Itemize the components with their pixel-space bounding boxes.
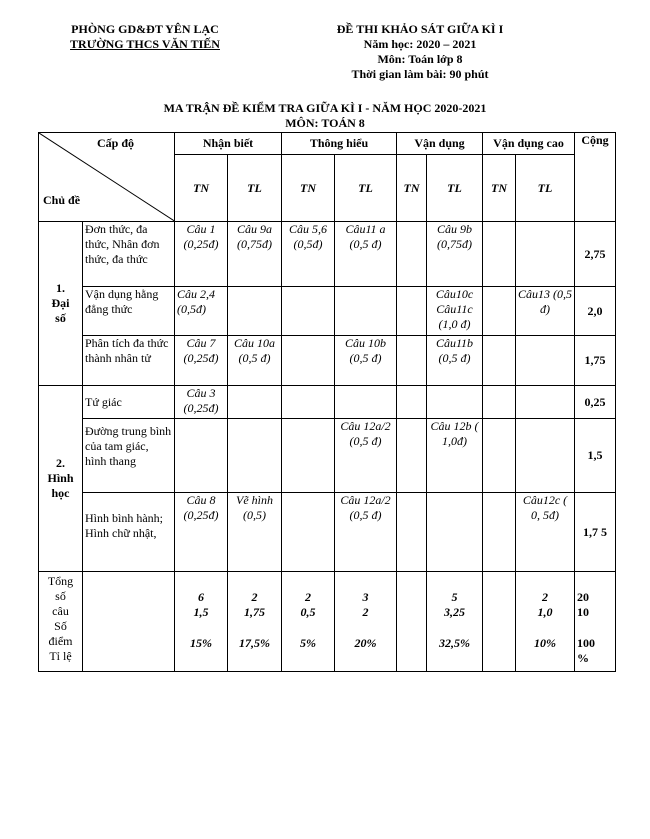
cell-vdc-tl (516, 386, 575, 419)
cell-vd-tn (397, 386, 427, 419)
total-points: 10 (577, 605, 589, 619)
school-name: TRƯỜNG THCS VĂN TIẾN (70, 37, 220, 51)
cell-th-tn (282, 493, 335, 572)
cell-vd-tl (427, 493, 483, 572)
school-year: Năm học: 2020 – 2021 (363, 37, 477, 51)
sub-tl: TL (228, 155, 282, 222)
total-points: 1,5 (193, 605, 209, 619)
cell-vd-tl: Câu11b (0,5 đ) (427, 336, 483, 386)
totals-nb-tn (175, 572, 228, 672)
total-percent: 10% (534, 636, 556, 650)
totals-label-line: Số (54, 619, 67, 633)
cell-vd-tn (397, 419, 427, 493)
subject: Môn: Toán lớp 8 (377, 52, 463, 66)
total-percent: 15% (190, 636, 212, 650)
matrix-subject: MÔN: TOÁN 8 (285, 116, 365, 130)
dept-name: PHÒNG GD&ĐT YÊN LẠC (71, 22, 219, 36)
cell-vdc-tn (483, 419, 516, 493)
cell-vd-tl: Câu 9b (0,75đ) (427, 222, 483, 287)
total-points: 1,0 (537, 605, 553, 619)
total-points: 2 (362, 605, 369, 619)
sub-tn: TN (397, 155, 427, 222)
cell-nb-tn: Câu 7 (0,25đ) (175, 336, 228, 386)
cell-nb-tn (175, 419, 228, 493)
cell-th-tl (335, 386, 397, 419)
cell-vdc-tl (516, 419, 575, 493)
cell-vdc-tl: Câu13 (0,5 đ) (516, 287, 575, 336)
row-total: 2,0 (575, 287, 616, 336)
total-percent: % (577, 651, 589, 665)
cell-nb-tl (228, 287, 282, 336)
matrix-title: MA TRẬN ĐỀ KIỂM TRA GIỮA KÌ I - NĂM HỌC 2020-2021 (163, 101, 487, 115)
cell-nb-tn: Câu 2,4 (0,5đ) (175, 287, 228, 336)
row-total: 1,5 (575, 419, 616, 493)
total-percent: 5% (300, 636, 316, 650)
cell-vd-tl: Câu 12b ( 1,0đ) (427, 419, 483, 493)
cell-vd-tn (397, 287, 427, 336)
cell-nb-tl: Câu 10a (0,5 đ) (228, 336, 282, 386)
group-number: 2. (56, 456, 65, 470)
cell-nb-tl (228, 386, 282, 419)
total-count: 2 (542, 590, 548, 604)
totals-th-tl (335, 572, 397, 672)
level-van-dung-cao: Vận dụng cao (483, 133, 575, 155)
group-hinh-hoc (39, 386, 83, 572)
sub-tn: TN (175, 155, 228, 222)
cell-th-tn (282, 336, 335, 386)
cell-nb-tn: Câu 8 (0,25đ) (175, 493, 228, 572)
group-name: Hình (47, 471, 74, 485)
total-percent: 100 (577, 636, 595, 650)
cell-vdc-tn (483, 287, 516, 336)
cell-th-tl: Câu 12a/2 (0,5 đ) (335, 419, 397, 493)
topic-label: Chủ đề (43, 193, 81, 207)
total-percent: 32,5% (439, 636, 470, 650)
cell-vd-tn (397, 336, 427, 386)
group-name: học (51, 486, 70, 500)
row-total: 1,7 5 (575, 493, 616, 572)
totals-vd-tl (427, 572, 483, 672)
total-count: 6 (198, 590, 204, 604)
sub-tl: TL (427, 155, 483, 222)
cell-vd-tl: Câu10c Câu11c (1,0 đ) (427, 287, 483, 336)
cell-th-tl (335, 287, 397, 336)
group-name: Đại (51, 296, 70, 310)
totals-nb-tl (228, 572, 282, 672)
cell-vd-tl (427, 386, 483, 419)
level-thong-hieu: Thông hiểu (282, 133, 397, 155)
topic-cell: Đường trung bình của tam giác, hình thang (83, 419, 175, 493)
cell-nb-tn: Câu 3 (0,25đ) (175, 386, 228, 419)
totals-vd-tn-empty (397, 572, 427, 672)
cell-nb-tl: Vẽ hình (0,5) (228, 493, 282, 572)
total-count: 5 (451, 590, 458, 604)
topic-cell: Tứ giác (83, 386, 175, 419)
cell-th-tn (282, 386, 335, 419)
cell-th-tn: Câu 5,6 (0,5đ) (282, 222, 335, 287)
cell-nb-tl: Câu 9a (0,75đ) (228, 222, 282, 287)
topic-cell: Đơn thức, đa thức, Nhân đơn thức, đa thức (83, 222, 175, 287)
totals-vdc-tn-empty (483, 572, 516, 672)
cell-vdc-tl (516, 336, 575, 386)
totals-label-line: Tổng (47, 574, 74, 588)
topic-cell: Vận dụng hằng đẳng thức (83, 287, 175, 336)
exam-matrix-table (38, 132, 616, 672)
total-count: 20 (577, 590, 589, 604)
total-percent: 20% (354, 636, 377, 650)
cell-nb-tl (228, 419, 282, 493)
level-van-dung: Vận dụng (397, 133, 483, 155)
sub-tl: TL (335, 155, 397, 222)
total-points: 3,25 (444, 605, 465, 619)
total-points: 1,75 (244, 605, 265, 619)
row-total: 0,25 (575, 386, 616, 419)
totals-sum (575, 572, 616, 672)
total-count: 2 (305, 590, 311, 604)
row-total: 1,75 (575, 336, 616, 386)
topic-cell: Hình bình hành; Hình chữ nhật, (83, 493, 175, 572)
corner-cell (39, 133, 175, 222)
totals-label-line: số (55, 589, 66, 603)
cell-vdc-tl (516, 222, 575, 287)
group-number: 1. (56, 281, 65, 295)
total-header: Cộng (575, 133, 616, 222)
total-points: 0,5 (300, 605, 316, 619)
totals-label (39, 572, 83, 672)
level-label: Cấp độ (97, 136, 135, 150)
sub-tl: TL (516, 155, 575, 222)
cell-th-tl: Câu 12a/2 (0,5 đ) (335, 493, 397, 572)
exam-title: ĐỀ THI KHẢO SÁT GIỮA KÌ I (336, 22, 504, 36)
totals-label-line: câu (52, 604, 69, 618)
sub-tn: TN (483, 155, 516, 222)
cell-th-tl: Câu11 a (0,5 đ) (335, 222, 397, 287)
cell-vdc-tn (483, 386, 516, 419)
cell-vdc-tl: Câu12c ( 0, 5đ) (516, 493, 575, 572)
cell-th-tl: Câu 10b (0,5 đ) (335, 336, 397, 386)
cell-vdc-tn (483, 336, 516, 386)
total-percent: 17,5% (239, 636, 270, 650)
totals-label-line: điểm (48, 634, 73, 648)
cell-th-tn (282, 419, 335, 493)
cell-vd-tn (397, 493, 427, 572)
duration: Thời gian làm bài: 90 phút (351, 67, 489, 81)
cell-nb-tn: Câu 1 (0,25đ) (175, 222, 228, 287)
level-nhan-biet: Nhận biết (175, 133, 282, 155)
row-total: 2,75 (575, 222, 616, 287)
cell-vdc-tn (483, 222, 516, 287)
group-name: số (55, 311, 66, 325)
cell-vd-tn (397, 222, 427, 287)
sub-tn: TN (282, 155, 335, 222)
totals-th-tn (282, 572, 335, 672)
total-count: 3 (362, 590, 369, 604)
cell-th-tn (282, 287, 335, 336)
topic-cell: Phân tích đa thức thành nhân tử (83, 336, 175, 386)
cell-vdc-tn (483, 493, 516, 572)
total-count: 2 (251, 590, 258, 604)
group-dai-so (39, 222, 83, 386)
totals-topic-empty (83, 572, 175, 672)
totals-label-line: Tỉ lệ (49, 649, 72, 663)
totals-vdc-tl (516, 572, 575, 672)
